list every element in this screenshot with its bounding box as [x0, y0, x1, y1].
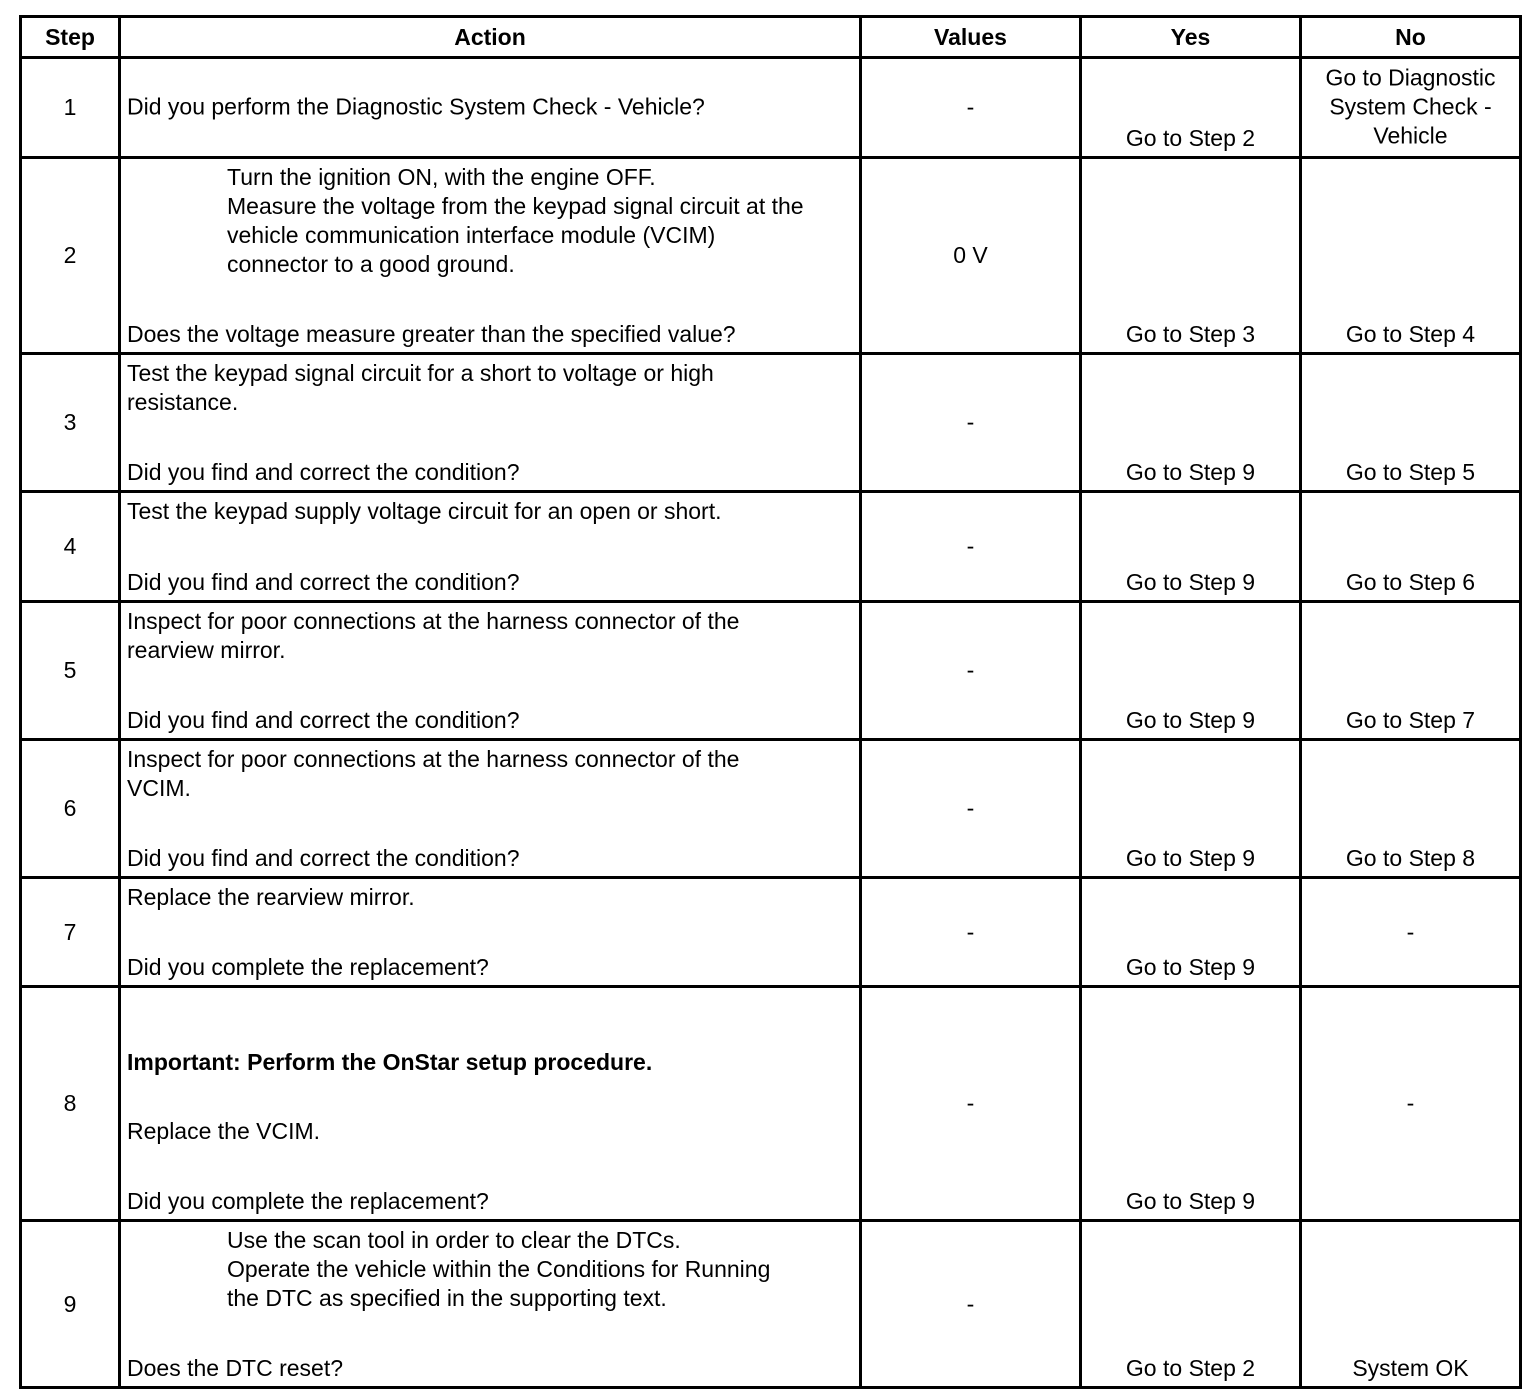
yes-cell — [1081, 492, 1301, 602]
value-cell: - — [861, 492, 1081, 602]
important-note: Important: Perform the OnStar setup procedure. — [127, 1049, 653, 1075]
diagnostic-table — [19, 15, 1522, 1389]
value-cell: - — [861, 987, 1081, 1221]
no-cell — [1301, 1221, 1521, 1388]
no-cell — [1301, 58, 1521, 158]
value-cell: - — [861, 58, 1081, 158]
value-cell: - — [861, 602, 1081, 740]
step-number: 7 — [21, 878, 120, 987]
yes-link[interactable]: Go to Step 9 — [1125, 954, 1256, 980]
step-number: 2 — [21, 158, 120, 354]
no-cell — [1301, 354, 1521, 492]
table-row — [21, 1221, 1521, 1388]
action-instructions: Inspect for poor connections at the harness connector of the rearview mirror. — [127, 608, 740, 663]
action-question: Did you find and correct the condition? — [127, 569, 520, 595]
yes-cell — [1081, 987, 1301, 1221]
header-action: Action — [120, 17, 861, 58]
no-cell — [1301, 158, 1521, 354]
no-link[interactable]: Go to Step 6 — [1345, 569, 1476, 595]
no-cell: - — [1301, 987, 1521, 1221]
no-cell — [1301, 740, 1521, 878]
action-cell — [120, 492, 861, 602]
table-row — [21, 158, 1521, 354]
action-question: Does the voltage measure greater than the specified value? — [127, 321, 736, 347]
yes-link[interactable]: Go to Step 9 — [1125, 459, 1256, 485]
header-yes: Yes — [1081, 17, 1301, 58]
yes-link[interactable]: Go to Step 2 — [1125, 1355, 1256, 1381]
yes-link[interactable]: Go to Step 3 — [1125, 321, 1256, 347]
yes-cell — [1081, 58, 1301, 158]
no-link[interactable]: Go to Step 5 — [1345, 459, 1476, 485]
action-instructions: Inspect for poor connections at the harness connector of the VCIM. — [127, 746, 740, 801]
no-link[interactable]: Go to Step 8 — [1345, 845, 1476, 871]
action-instructions: Replace the VCIM. — [127, 1118, 321, 1144]
action-cell — [120, 987, 861, 1221]
action-question: Did you complete the replacement? — [127, 954, 489, 980]
no-cell — [1301, 492, 1521, 602]
yes-cell — [1081, 602, 1301, 740]
no-link[interactable]: Go to Step 7 — [1345, 707, 1476, 733]
table-row — [21, 354, 1521, 492]
no-cell: - — [1301, 878, 1521, 987]
no-link[interactable]: Go to Diagnostic System Check - Vehicle — [1325, 64, 1496, 149]
action-instructions: Replace the rearview mirror. — [127, 884, 415, 910]
header-step: Step — [21, 17, 120, 58]
header-row — [21, 17, 1521, 58]
step-number: 3 — [21, 354, 120, 492]
yes-cell — [1081, 158, 1301, 354]
action-question: Did you complete the replacement? — [127, 1188, 489, 1214]
action-cell — [120, 740, 861, 878]
step-number: 5 — [21, 602, 120, 740]
action-instructions: Turn the ignition ON, with the engine OFF. Measure the voltage from the keypad signal circuit at the vehicle communication interface module (VCIM) connector to a good ground. — [227, 164, 804, 277]
action-question: Does the DTC reset? — [127, 1355, 344, 1381]
yes-link[interactable]: Go to Step 2 — [1125, 125, 1256, 151]
action-cell — [120, 878, 861, 987]
yes-link[interactable]: Go to Step 9 — [1125, 1188, 1256, 1214]
step-number: 8 — [21, 987, 120, 1221]
table-row — [21, 740, 1521, 878]
yes-cell — [1081, 878, 1301, 987]
header-values: Values — [861, 17, 1081, 58]
value-cell: 0 V — [861, 158, 1081, 354]
action-question: Did you find and correct the condition? — [127, 459, 520, 485]
yes-link[interactable]: Go to Step 9 — [1125, 569, 1256, 595]
no-link[interactable]: Go to Step 4 — [1345, 321, 1476, 347]
no-cell — [1301, 602, 1521, 740]
action-cell — [120, 354, 861, 492]
step-number: 4 — [21, 492, 120, 602]
table-row — [21, 987, 1521, 1221]
no-link[interactable]: System OK — [1352, 1355, 1469, 1381]
yes-cell — [1081, 1221, 1301, 1388]
step-number: 9 — [21, 1221, 120, 1388]
value-cell: - — [861, 1221, 1081, 1388]
action-instructions: Test the keypad signal circuit for a short to voltage or high resistance. — [127, 360, 714, 415]
action-question: Did you find and correct the condition? — [127, 845, 520, 871]
yes-link[interactable]: Go to Step 9 — [1125, 707, 1256, 733]
action-cell — [120, 1221, 861, 1388]
action-instructions: Test the keypad supply voltage circuit for an open or short. — [127, 498, 722, 524]
action-cell — [120, 158, 861, 354]
action-question: Did you perform the Diagnostic System Check - Vehicle? — [127, 93, 705, 120]
yes-cell — [1081, 354, 1301, 492]
step-number: 1 — [21, 58, 120, 158]
table-row — [21, 58, 1521, 158]
value-cell: - — [861, 354, 1081, 492]
value-cell: - — [861, 740, 1081, 878]
table-row — [21, 602, 1521, 740]
action-cell — [120, 58, 861, 158]
action-instructions: Use the scan tool in order to clear the DTCs. Operate the vehicle within the Conditions for Running the DTC as specified in the supporting text. — [227, 1227, 771, 1311]
table-row — [21, 492, 1521, 602]
yes-cell — [1081, 740, 1301, 878]
step-number: 6 — [21, 740, 120, 878]
table-row — [21, 878, 1521, 987]
header-no: No — [1301, 17, 1521, 58]
yes-link[interactable]: Go to Step 9 — [1125, 845, 1256, 871]
value-cell: - — [861, 878, 1081, 987]
action-question: Did you find and correct the condition? — [127, 707, 520, 733]
action-cell — [120, 602, 861, 740]
